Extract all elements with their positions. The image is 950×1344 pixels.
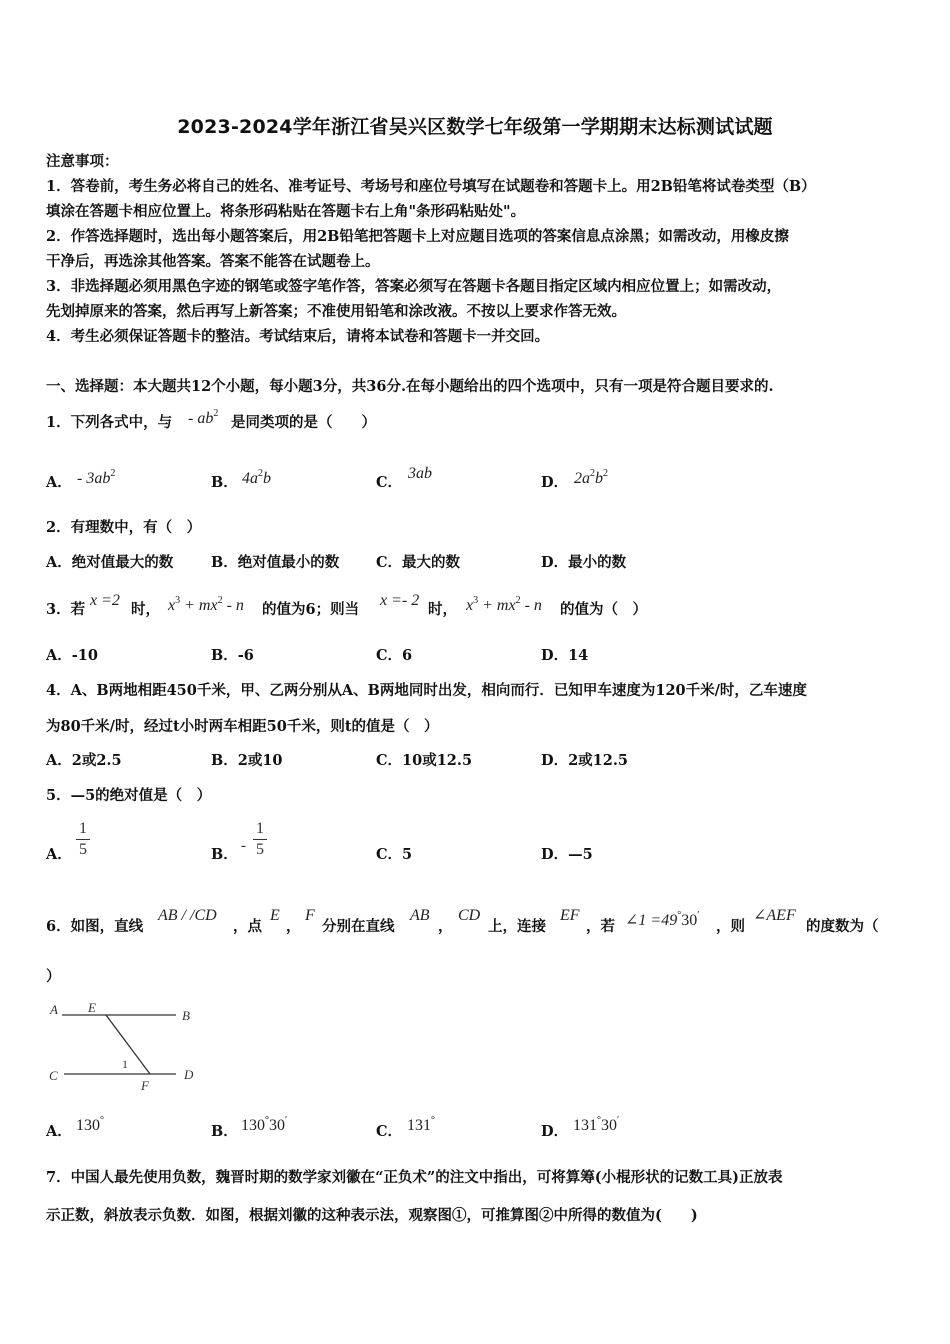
q3-x-value-2: x =- 2: [380, 592, 420, 609]
q6-line-cd: CD: [458, 907, 481, 924]
notice-line: 1．答卷前，考生务必将自己的姓名、准考证号、考场号和座位号填写在试题卷和答题卡上。用2B铅笔将试卷类型（B）: [46, 178, 816, 195]
q6-stem-6: 上，连接: [488, 918, 546, 935]
q4-option-c: C．10或12.5: [376, 752, 473, 769]
label-c: C: [49, 1068, 58, 1083]
q6-stem-8: ，则: [716, 918, 745, 935]
q6-stem-5: ，: [438, 918, 453, 935]
page-title: 2023-2024学年浙江省吴兴区数学七年级第一学期期末达标测试试题: [177, 116, 773, 138]
q6-parallel-lines: AB / /CD: [158, 907, 217, 924]
q6-stem-3: ，: [286, 918, 301, 935]
q3-stem-5: 的值为（ ）: [560, 601, 647, 618]
notice-heading: 注意事项：: [46, 153, 119, 170]
q2-option-a: A．绝对值最大的数: [46, 554, 174, 571]
q6-option-a-value: 130°: [76, 1115, 104, 1134]
notice-line: 先划掉原来的答案，然后再写上新答案；不准使用铅笔和涂改液。不按以上要求作答无效。: [46, 303, 626, 320]
q6-stem-4: 分别在直线: [322, 918, 395, 935]
segment-ef: [106, 1015, 150, 1074]
q6-point-e: E: [270, 907, 280, 924]
q1-option-c-math: 3ab: [408, 465, 432, 482]
q6-stem-close: ）: [46, 968, 61, 985]
q3-expression-2: $x^3 + mx^2 - n$: [466, 595, 542, 614]
q6-stem-9: 的度数为（: [806, 918, 879, 935]
q6-option-b-value: 130°30′: [241, 1115, 288, 1134]
notice-line: 2．作答选择题时，选出每小题答案后，用2B铅笔把答题卡上对应题目选项的答案信息点涂黑；如需改动，用橡皮擦: [46, 228, 789, 245]
q2-option-c: C．最大的数: [376, 554, 461, 571]
q6-angle-aef: ∠AEF: [753, 907, 796, 924]
q6-angle-1-value: ∠1 =49°30′: [625, 910, 700, 929]
q2-option-d: D．最小的数: [541, 554, 627, 571]
q4-option-a: A．2或2.5: [46, 752, 122, 769]
q1-option-a-label: A．: [46, 474, 72, 491]
q3-option-c: C．6: [376, 647, 413, 664]
denominator: 5: [256, 841, 264, 858]
q5-option-d: D．—5: [541, 846, 593, 863]
q6-option-a-label: A．: [46, 1123, 72, 1140]
q3-expression-1: $x^3 + mx^2 - n$: [168, 595, 244, 614]
q6-point-f: F: [305, 907, 315, 924]
q5-option-b-label: B．: [211, 846, 238, 863]
q2-option-b: B．绝对值最小的数: [211, 554, 340, 571]
q1-option-d-label: D．: [541, 474, 569, 491]
q7-stem-line1: 7．中国人最先使用负数，魏晋时期的数学家刘徽在“正负术”的注文中指出，可将算筹(小棍形状的记数工具)正放表: [46, 1169, 783, 1186]
q3-x-value-1: x =2: [90, 592, 120, 609]
q6-option-d-label: D．: [541, 1123, 569, 1140]
q1-option-a-math: - $3ab^2$: [77, 468, 116, 487]
notice-line: 填涂在答题卡相应位置上。将条形码粘贴在答题卡右上角"条形码粘贴处"。: [46, 203, 526, 220]
q3-option-a: A．-10: [46, 647, 98, 664]
q4-option-b: B．2或10: [211, 752, 283, 769]
q6-stem-7: ，若: [586, 918, 615, 935]
q6-line-ab: AB: [410, 907, 430, 924]
q5-option-a-fraction: [76, 820, 90, 859]
label-e: E: [88, 1000, 96, 1015]
q2-stem: 2．有理数中，有（ ）: [46, 519, 202, 536]
q3-stem-3: 的值为6；则当: [262, 601, 360, 618]
q5-stem: 5．—5的绝对值是（ ）: [46, 787, 212, 804]
q5-option-c: C．5: [376, 846, 413, 863]
q1-option-b-label: B．: [211, 474, 238, 491]
label-d: D: [184, 1067, 194, 1082]
q6-stem-2: ，点: [233, 918, 262, 935]
notice-line: 干净后，再选涂其他答案。答案不能答在试题卷上。: [46, 253, 380, 270]
q3-stem-1: 3．若: [46, 601, 86, 618]
label-f: F: [141, 1078, 149, 1093]
q1-option-c-label: C．: [376, 474, 403, 491]
q6-figure: [44, 996, 214, 1096]
label-a: A: [50, 1002, 58, 1017]
q6-option-b-label: B．: [211, 1123, 238, 1140]
q1-option-d-math: $2a^2b^2$: [574, 468, 608, 487]
q6-option-d-value: 131°30′: [573, 1115, 620, 1134]
q1-term: - $ab^2$: [188, 408, 219, 427]
numerator: 1: [256, 820, 264, 837]
numerator: 1: [79, 820, 87, 837]
q1-stem-a: 1．下列各式中，与: [46, 414, 173, 431]
label-b: B: [182, 1008, 190, 1023]
q7-stem-line2: 示正数，斜放表示负数．如图，根据刘徽的这种表示法，观察图①，可推算图②中所得的数值为( ): [46, 1207, 698, 1224]
q3-option-b: B．-6: [211, 647, 254, 664]
q3-stem-2: 时，: [131, 601, 160, 618]
fraction-bar: [253, 839, 267, 840]
q3-option-d: D．14: [541, 647, 589, 664]
q4-stem-line2: 为80千米/时，经过t小时两车相距50千米，则t的值是（ ）: [46, 718, 439, 735]
section-heading: 一、选择题：本大题共12个小题，每小题3分，共36分.在每小题给出的四个选项中，只有一项是符合题目要求的.: [46, 378, 774, 395]
q4-stem-line1: 4．A、B两地相距450千米，甲、乙两分别从A、B两地同时出发，相向而行．已知甲车速度为120千米/时，乙车速度: [46, 682, 807, 699]
q1-stem-b: 是同类项的是（ ）: [231, 414, 376, 431]
denominator: 5: [79, 841, 87, 858]
notice-line: 4．考生必须保证答题卡的整洁。考试结束后，请将本试卷和答题卡一并交回。: [46, 328, 550, 345]
q5-option-b-fraction: [253, 820, 267, 859]
q6-option-c-value: 131°: [407, 1115, 435, 1134]
q5-option-b-sign: -: [241, 838, 246, 854]
label-angle-1: 1: [122, 1057, 128, 1071]
q3-stem-4: 时，: [428, 601, 457, 618]
notice-line: 3．非选择题必须用黑色字迹的钢笔或签字笔作答，答案必须写在答题卡各题目指定区域内相应位置上；如需改动，: [46, 278, 782, 295]
q5-option-a-label: A．: [46, 846, 72, 863]
q6-option-c-label: C．: [376, 1123, 403, 1140]
q6-segment-ef: EF: [560, 907, 580, 924]
fraction-bar: [76, 839, 90, 840]
q6-stem-1: 6．如图，直线: [46, 918, 144, 935]
q4-option-d: D．2或12.5: [541, 752, 628, 769]
q1-option-b-math: $4a^2b$: [242, 468, 271, 487]
